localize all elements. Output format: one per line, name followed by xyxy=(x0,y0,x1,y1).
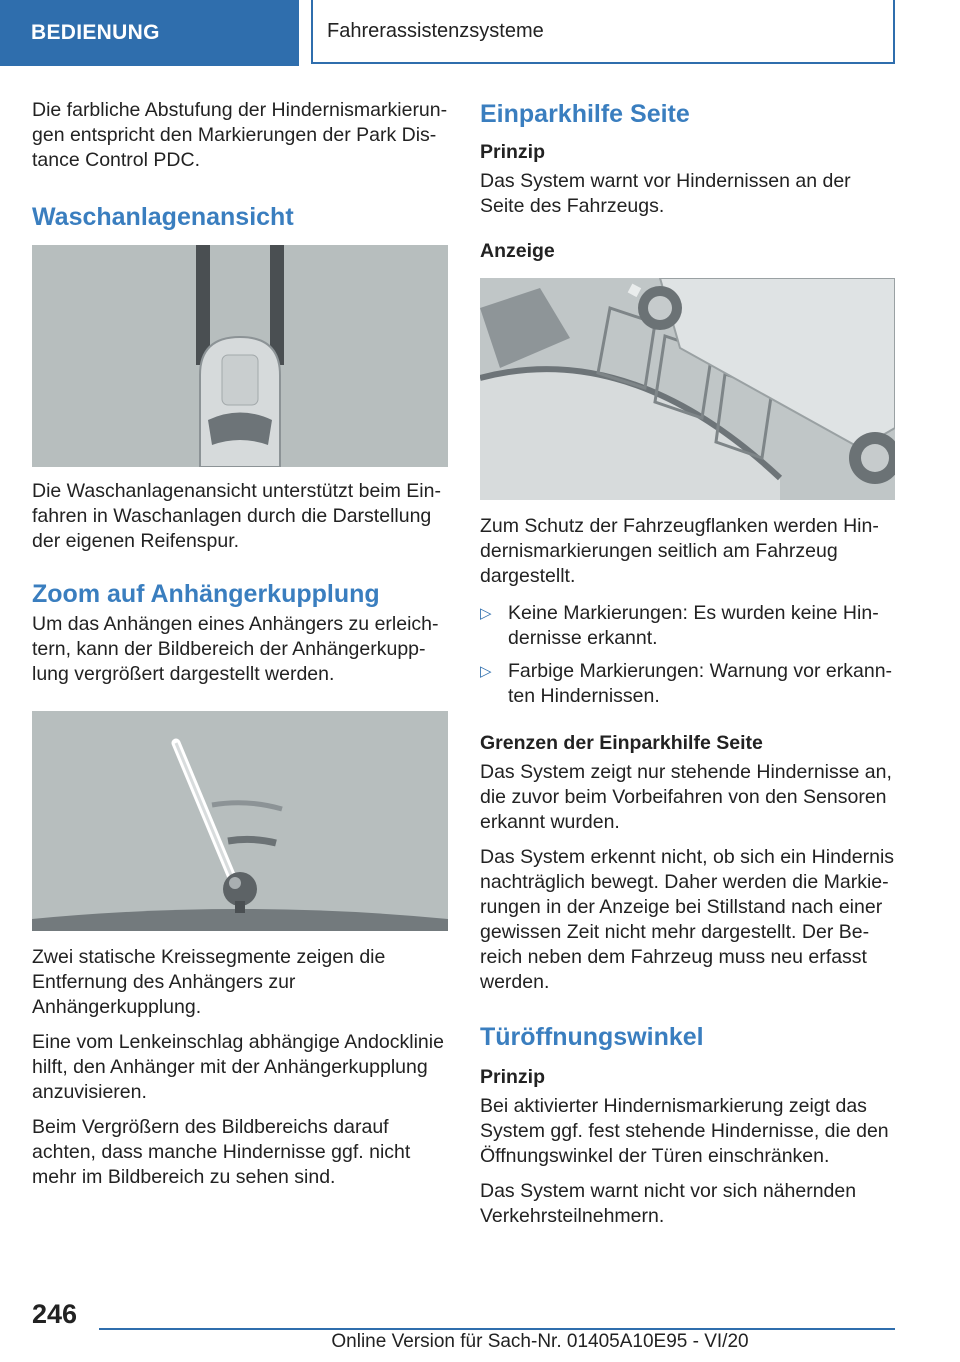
chapter-title: Fahrerassistenzsysteme xyxy=(311,0,895,64)
wash-view-text: Die Waschanlagenansicht unterstützt beim Einfahren in Waschanlagen durch die Darstellung der eigenen Reifenspur. xyxy=(32,480,441,552)
side-prinzip-label: Prinzip xyxy=(480,141,546,163)
side-assist-heading: Einparkhilfe Seite xyxy=(480,100,690,128)
side-caption: Zum Schutz der Fahrzeugflanken werden Hindernismarkierungen seitlich am Fahrzeug dargestellt. xyxy=(480,515,879,587)
zoom-text: Um das Anhängen eines Anhängers zu erleichtern, kann der Bildbereich der Anhängerkupplung vergrößert dargestellt werden. xyxy=(32,613,439,685)
right-column xyxy=(480,98,896,1239)
list-item: ▷ Farbige Markierungen: Warnung vor erkannten Hindernissen. xyxy=(480,660,893,707)
wash-view-heading: Waschanlagenansicht xyxy=(32,203,294,231)
limits-text-2: Das System erkennt nicht, ob sich ein Hindernis nachträglich bewegt. Daher werden die Markierungen in der Anzeige bei Stillstand nach einer gewissen Zeit nicht mehr dargestellt. Der Bereich neben dem Fahrzeug muss neu erfasst werden. xyxy=(480,846,895,993)
door-text-1: Bei aktivierter Hindernismarkierung zeigt das System ggf. fest stehende Hindernisse, die den Öffnungswinkel der Türen einschränken. xyxy=(480,1095,889,1167)
side-assist-image xyxy=(480,278,895,500)
hitch-zoom-image xyxy=(32,711,448,931)
zoom-heading: Zoom auf Anhängerkupplung xyxy=(32,580,380,608)
list-item: ▷ Keine Markierungen: Es wurden keine Hindernisse erkannt. xyxy=(480,602,879,649)
zoom-caption-3: Beim Vergrößern des Bildbereichs darauf achten, dass manche Hindernisse ggf. nicht mehr im Bildbereich zu sehen sind. xyxy=(32,1116,411,1188)
section-tab: BEDIENUNG xyxy=(0,0,299,66)
triangle-bullet-icon: ▷ xyxy=(480,663,492,680)
marker-legend xyxy=(480,601,896,709)
door-text-2: Das System warnt nicht vor sich nähernden Verkehrsteilnehmern. xyxy=(480,1180,857,1227)
footer-divider xyxy=(99,1328,895,1330)
door-angle-heading: Türöffnungswinkel xyxy=(480,1023,704,1051)
zoom-caption-2: Eine vom Lenkeinschlag abhängige Andocklinie hilft, den Anhänger mit der Anhängerkupplung anzuvisieren. xyxy=(32,1031,444,1103)
limits-heading: Grenzen der Einparkhilfe Seite xyxy=(480,732,763,754)
footer-version-text: Online Version für Sach-Nr. 01405A10E95 - VI/20 xyxy=(331,1331,749,1352)
limits-text-1: Das System zeigt nur stehende Hindernisse an, die zuvor beim Vorbeifahren von den Sensoren erkannt wurden. xyxy=(480,761,892,833)
wash-view-image xyxy=(32,245,448,467)
side-principle-text: Das System warnt vor Hindernissen an der Seite des Fahrzeugs. xyxy=(480,170,851,217)
door-prinzip-label: Prinzip xyxy=(480,1066,546,1088)
intro-paragraph: Die farbliche Abstufung der Hindernismarkierungen entspricht den Markierungen der Park Distance Control PDC. xyxy=(32,99,448,171)
triangle-bullet-icon: ▷ xyxy=(480,605,492,622)
anzeige-label: Anzeige xyxy=(480,240,555,262)
left-column xyxy=(32,98,448,1200)
page-number: 246 xyxy=(32,1299,78,1329)
page-header xyxy=(0,0,960,66)
zoom-caption-1: Zwei statische Kreissegmente zeigen die Entfernung des Anhängers zur Anhängerkupplung. xyxy=(32,946,386,1018)
